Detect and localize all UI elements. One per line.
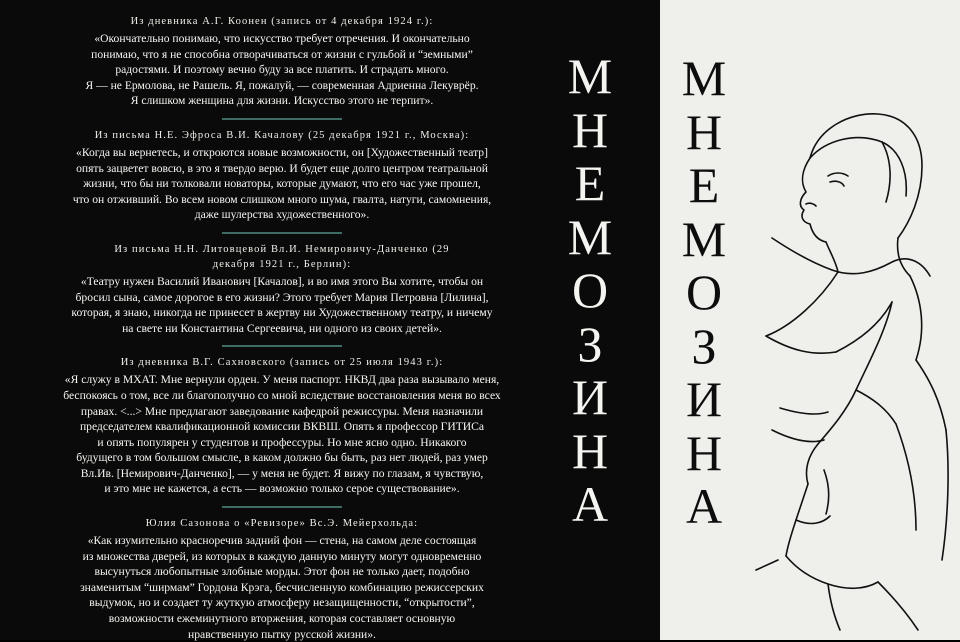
quote-line: председателем квалификационной комиссии ВКВШ. Опять я профессор ГИТИСа	[79, 420, 485, 434]
quote-line: опять зацветет вовсю, в это я твердо верю. И будет еще долго центром театральной	[76, 161, 488, 175]
quote-line: «Театру нужен Василий Иванович [Качалов], и во имя этого Вы хотите, чтобы он	[80, 274, 484, 288]
quote-line: правах. <...> Мне предлагают заведование кафедрой режиссуры. Меня назначили	[80, 404, 484, 418]
quote-source: Из дневника А.Г. Коонен (запись от 4 декабря 1924 г.):	[130, 16, 434, 27]
title-letter: И	[571, 369, 609, 425]
quote-line: радостями. И поэтому вечно буду за все платить. И страдать много.	[115, 63, 449, 77]
quote-line: «Окончательно понимаю, что искусство требует отречения. И окончательно	[94, 32, 470, 45]
quote-line: «Как изумительно красноречив задний фон — стена, на самом деле состоящая	[87, 534, 477, 548]
front-cover	[660, 0, 960, 640]
quote-line: нравственную пытку русской жизни».	[188, 627, 376, 641]
quote-line: на свете ни Константина Сергеевича, ни одного из своих детей».	[122, 321, 442, 335]
quote-line: «Я служу в МХАТ. Мне вернули орден. У меня паспорт. НКВД два раза вызывало меня,	[64, 373, 500, 387]
quote-separator	[222, 118, 342, 120]
quotes-column	[22, 14, 542, 642]
quote-separator	[222, 345, 342, 347]
quote-source: Юлия Сазонова о «Ревизоре» Вс.Э. Мейерхольда:	[145, 518, 419, 530]
title-letter: З	[577, 315, 603, 372]
quote-text	[22, 145, 542, 223]
title-letter: Н	[685, 103, 723, 160]
quote-line: Я слишком женщина для жизни. Искусство этого не терпит».	[130, 94, 434, 108]
title-letter: М	[681, 50, 727, 106]
quote-line: из множества дверей, из которых в каждую данную минуту могут одновременно	[82, 549, 482, 563]
quote-line: будущего в том большом смысле, в каком должно бы быть, раз нет людей, раз умер	[76, 451, 488, 465]
title-letter: Е	[688, 157, 720, 213]
quote-line: что он отживший. Во всем новом слишком много шума, гвалта, натуги, самомнения,	[72, 192, 492, 206]
title-letter: Н	[571, 101, 609, 158]
title-letter: М	[567, 208, 613, 265]
title-letter: И	[685, 371, 723, 427]
quote-source: Из дневника В.Г. Сахновского (запись от 25 июля 1943 г.):	[120, 357, 444, 369]
quote-line: Вл.Ив. [Немирович-Данченко], — у меня не будет. Я вижу по глазам, я чувствую,	[80, 466, 484, 480]
quote-text	[22, 533, 542, 642]
spine-title	[566, 50, 614, 532]
title-letter: Е	[574, 155, 606, 211]
title-letter: Н	[571, 422, 609, 479]
title-letter: М	[681, 210, 727, 267]
quote-block	[22, 355, 542, 497]
title-letter: О	[571, 262, 609, 318]
quote-block	[22, 516, 542, 642]
quote-line: возможности ежеминутного вторжения, которая составляет основную	[108, 612, 456, 626]
quote-line: даже шулерства художественного».	[194, 208, 370, 222]
quote-separator	[222, 232, 342, 234]
quote-line: Я — не Ермолова, не Рашель. Я, пожалуй, — современная Адриенна Лекуврёр.	[85, 78, 479, 92]
quote-text	[22, 274, 542, 336]
quote-line: понимаю, что я не способна отворачиваться от жизни с гульбой и “земными”	[91, 47, 473, 61]
quote-line: и опять популярен у студентов и профессуры. Но мне ясно одно. Никакого	[97, 435, 467, 449]
quote-text	[22, 31, 542, 109]
quote-separator	[222, 506, 342, 508]
quote-line: беспокоясь о том, все ли благополучно со мной вследствие восстановления меня во всех	[63, 388, 501, 402]
quote-line: бросил сына, самое дорогое в его жизни? Этого требует Мария Петровна [Лилина],	[75, 290, 489, 304]
title-letter: А	[571, 476, 609, 532]
quote-line: знаменитым “ширмам” Гордона Крэга, бесчисленную комбинацию режиссерских	[80, 580, 484, 594]
quote-line: и это мне не кажется, а есть — возможно только серое существование».	[104, 482, 460, 496]
title-letter: Н	[685, 424, 723, 481]
quote-block	[22, 128, 542, 223]
title-letter: А	[685, 478, 723, 534]
front-title	[680, 52, 728, 534]
quote-source: Из письма Н.Н. Литовцевой Вл.И. Немировичу-Данченко (29 декабря 1921 г., Берлин):	[114, 243, 450, 270]
quote-text	[22, 372, 542, 497]
title-letter: М	[567, 48, 613, 104]
quote-line: жизни, что бы ни толковали новаторы, которые думают, что его час уже прошел,	[83, 177, 481, 191]
quote-line: «Когда вы вернетесь, и откроются новые возможности, он [Художественный театр]	[76, 145, 488, 159]
quote-block	[22, 242, 542, 336]
quote-block	[22, 14, 542, 109]
quote-line: высунуться любопытные злобные морды. Этот фон не только дает, подобно	[94, 565, 470, 579]
title-letter: З	[691, 317, 717, 374]
title-letter: О	[685, 264, 723, 320]
quote-line: которая, я знаю, никогда не принесет в жертву ни Художественному театру, и ничему	[71, 306, 493, 320]
quote-line: выдумок, но и создает ту жуткую атмосферу незащищенности, “открытости”,	[89, 596, 475, 610]
quote-source: Из письма Н.Е. Эфроса В.И. Качалову (25 декабря 1921 г., Москва):	[94, 129, 470, 141]
